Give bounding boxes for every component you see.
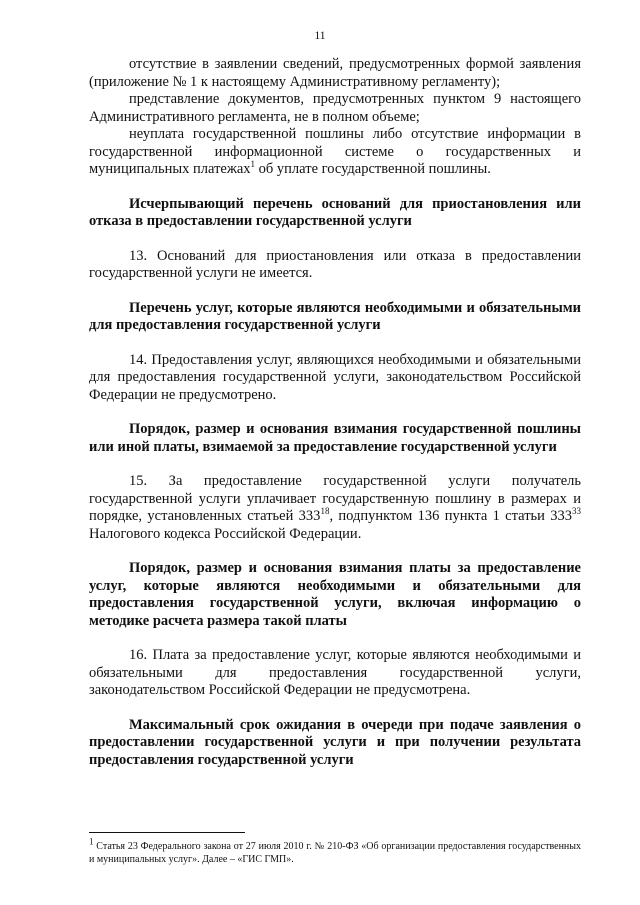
section-heading-fee-for-services: Порядок, размер и основания взимания платы за предоставление услуг, которые являются необходимыми и обязательными для предоставления государственной услуги, включая информацию о методике расчета размера такой платы (89, 560, 581, 629)
paragraph-13: 13. Оснований для приостановления или отказа в предоставлении государственной услуги не имеется. (89, 247, 581, 281)
section-heading-suspension-grounds: Исчерпывающий перечень оснований для приостановления или отказа в предоставлении государственной услуги (89, 195, 581, 229)
paragraph-15-tail: Налогового кодекса Российской Федерации. (89, 525, 362, 542)
article-superscript-33: 33 (571, 506, 581, 517)
paragraph-16: 16. Плата за предоставление услуг, которые являются необходимыми и обязательными для предоставления государственной услуги, законодательством Российской Федерации не предусмотрена. (89, 647, 581, 698)
paragraph-fee-unpaid-text: неуплата государственной пошлины либо отсутствие информации в государственной информационной системе о государственных и муниципальных платежах (89, 126, 581, 177)
footnote (89, 836, 581, 866)
paragraph-fee-unpaid-tail: об уплате государственной пошлины. (255, 161, 491, 177)
footnote-text: Статья 23 Федерального закона от 27 июля 2010 г. № 210-ФЗ «Об организации предоставления государственных и муниципальных услуг». Далее – «ГИС ГМП». (89, 841, 581, 865)
paragraph-fee-unpaid (89, 126, 581, 179)
paragraph-incomplete-docs: представление документов, предусмотренных пунктом 9 настоящего Административного регламента, не в полном объеме; (89, 91, 581, 125)
paragraph-15-text: 15. За предоставление государственной услуги получатель государственной услуги уплачивает государственную пошлину в размерах и порядке, установленных статьей 333 (89, 473, 581, 524)
article-superscript-18: 18 (320, 506, 330, 517)
paragraph-14: 14. Предоставления услуг, являющихся необходимыми и обязательными для предоставления государственной услуги, законодательством Российской Федерации не предусмотрено. (89, 351, 581, 403)
page-number: 11 (314, 30, 326, 42)
document-body (89, 56, 581, 769)
footnote-separator (89, 832, 245, 833)
section-heading-required-services: Перечень услуг, которые являются необходимыми и обязательными для предоставления государственной услуги (89, 299, 581, 333)
paragraph-15-middle: , подпунктом 136 пункта 1 статьи 333 (329, 508, 572, 524)
paragraph-missing-info: отсутствие в заявлении сведений, предусмотренных формой заявления (приложение № 1 к настоящему Административному регламенту); (89, 56, 581, 90)
footnote-marker: 1 (89, 836, 94, 847)
section-heading-state-fee: Порядок, размер и основания взимания государственной пошлины или иной платы, взимаемой за предоставление государственной услуги (89, 421, 581, 455)
section-heading-queue-time: Максимальный срок ожидания в очереди при подаче заявления о предоставлении государственной услуги и при получении результата предоставления государственной услуги (89, 716, 581, 768)
footnote-reference: 1 (250, 159, 256, 170)
paragraph-15 (89, 473, 581, 543)
